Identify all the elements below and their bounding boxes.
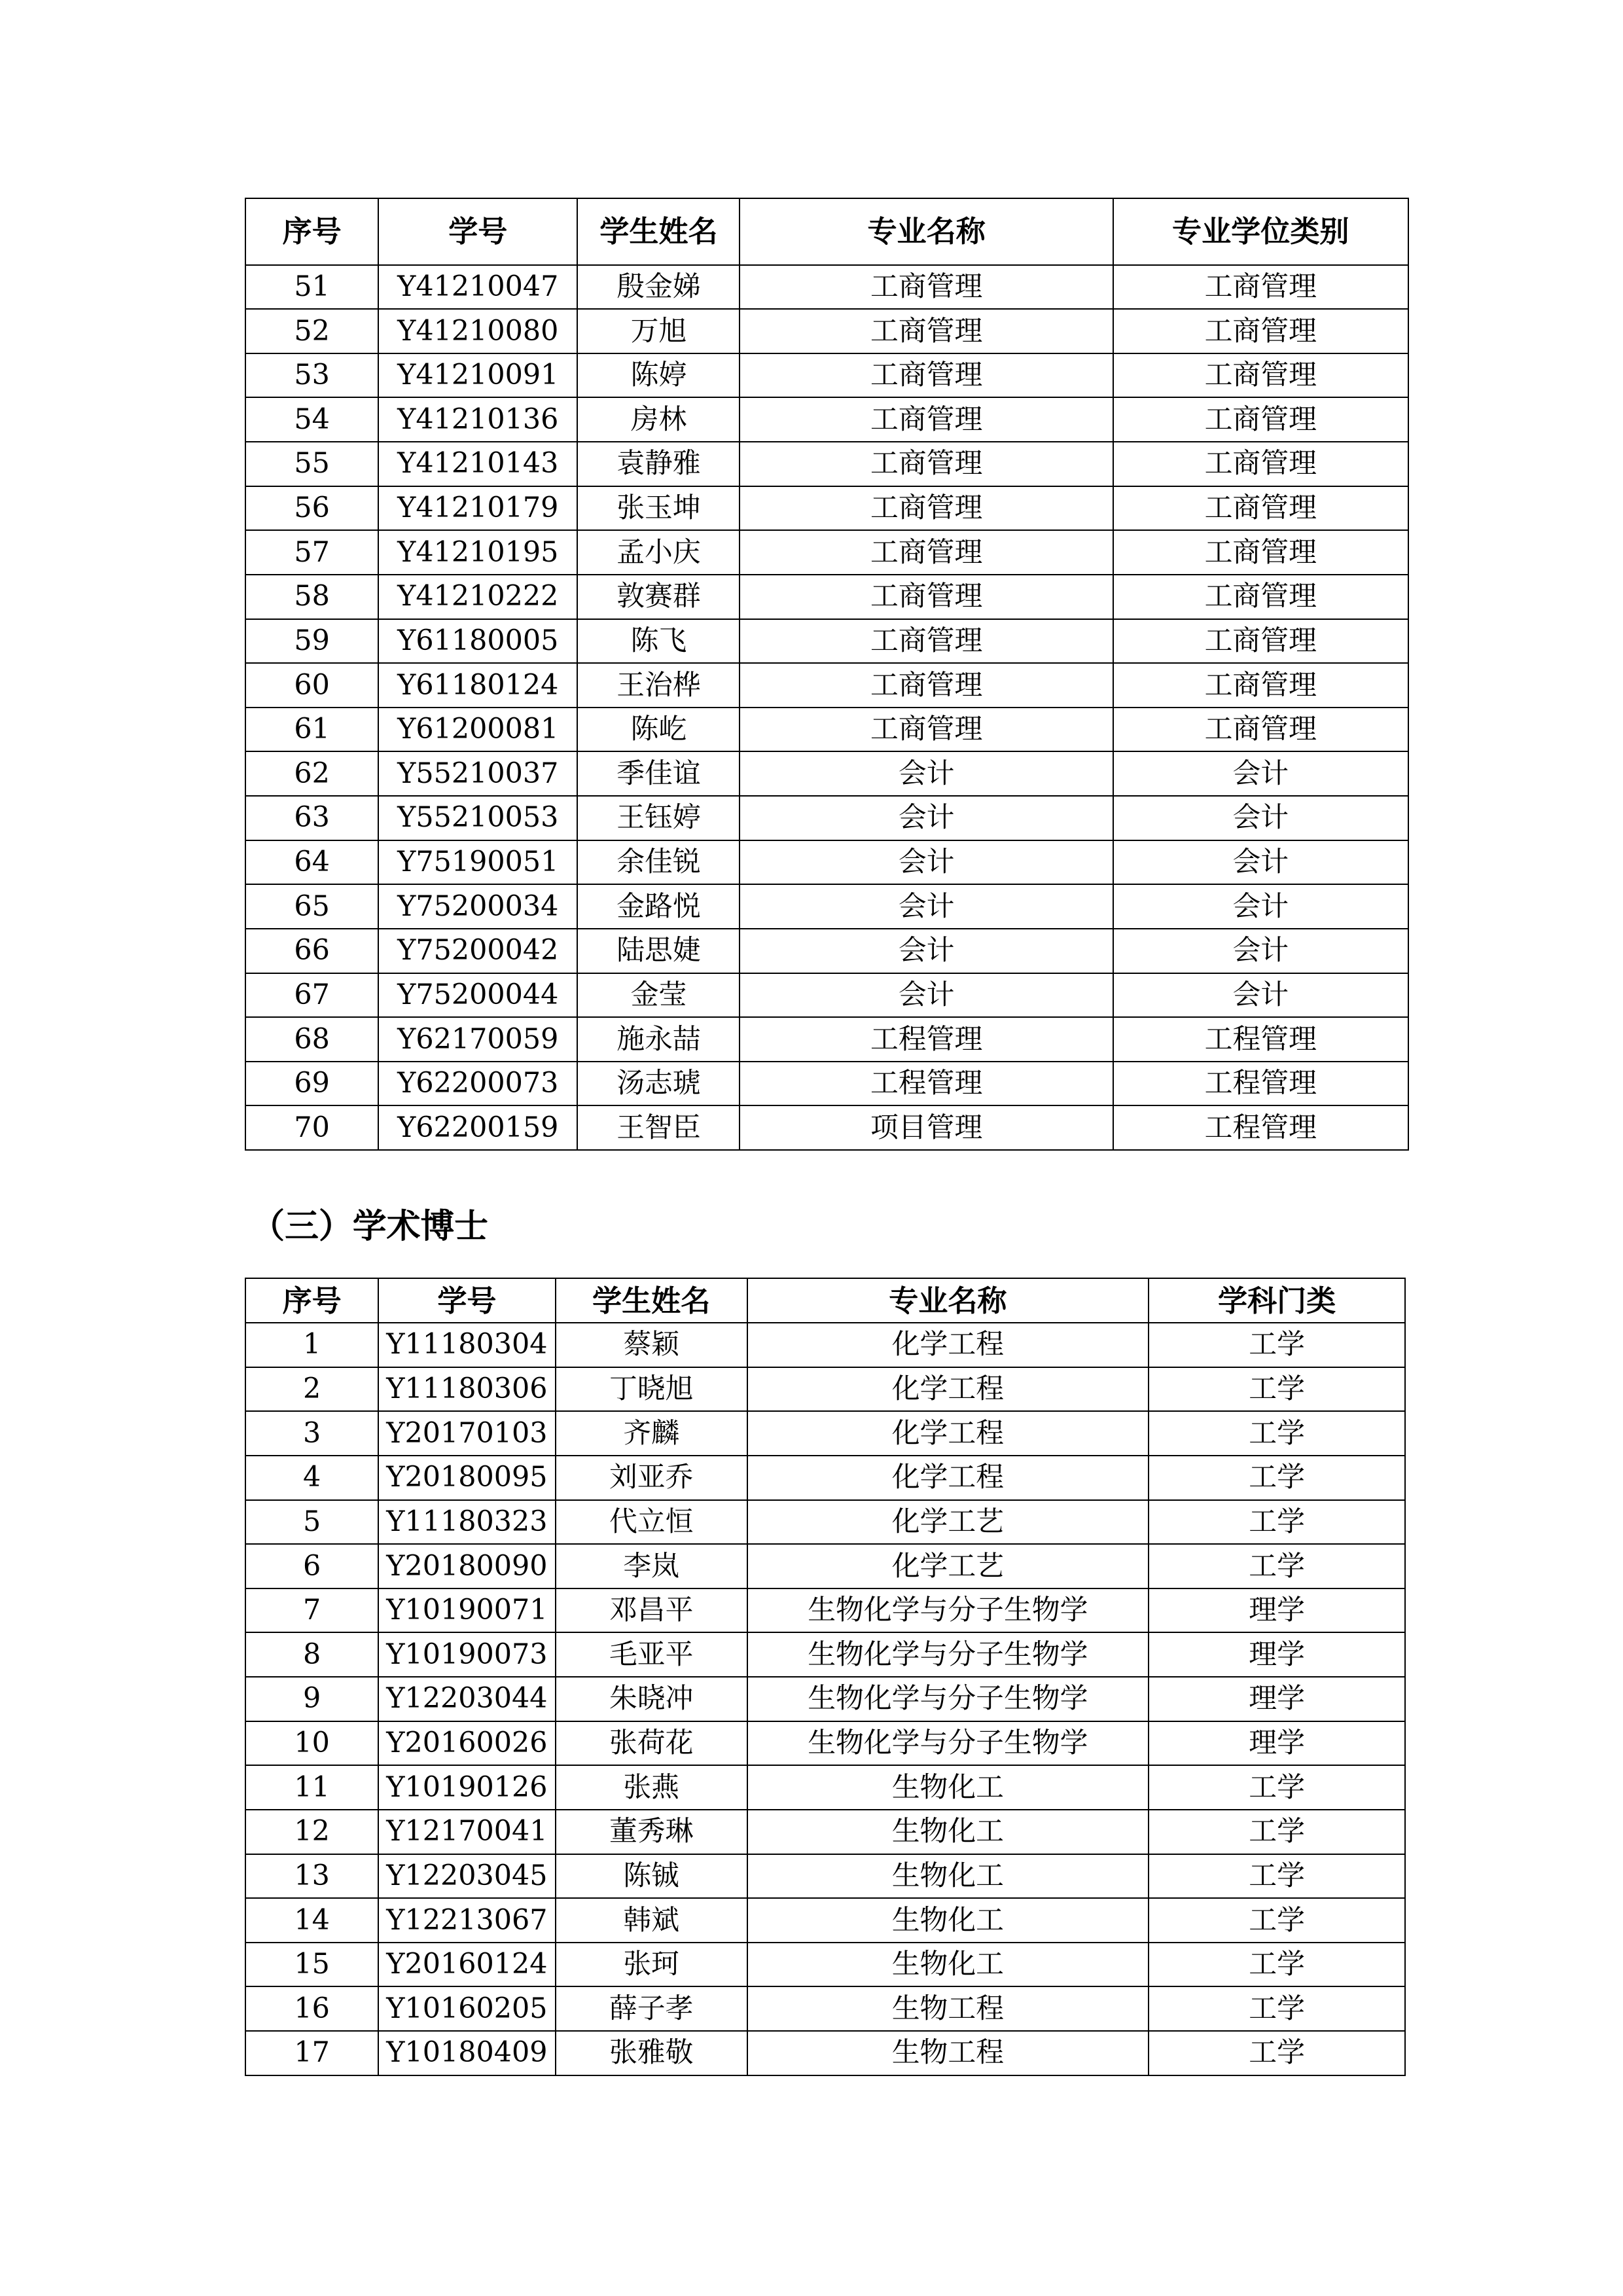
table-cell: Y61200081 (378, 708, 577, 752)
table-cell: 汤志琥 (577, 1062, 740, 1106)
header-cell: 序号 (245, 198, 378, 264)
table-cell: 工学 (1149, 1854, 1405, 1899)
table-cell: Y41210179 (378, 486, 577, 531)
table-cell: Y75190051 (378, 840, 577, 885)
table-cell: 工商管理 (740, 486, 1113, 531)
table-cell: Y10180409 (378, 2031, 556, 2075)
table-cell: 工商管理 (740, 708, 1113, 752)
table-cell: 14 (245, 1898, 378, 1943)
table-cell: 生物化工 (747, 1854, 1149, 1899)
table-cell: 余佳锐 (577, 840, 740, 885)
table-cell: 工商管理 (1113, 530, 1408, 575)
table-row (245, 1943, 1405, 1987)
table-cell: 会计 (740, 840, 1113, 885)
table-cell: Y10190071 (378, 1588, 556, 1633)
table-cell: 理学 (1149, 1721, 1405, 1766)
header-cell: 学号 (378, 198, 577, 264)
table-cell: 7 (245, 1588, 378, 1633)
table-cell: 69 (245, 1062, 378, 1106)
table-cell: 工商管理 (740, 265, 1113, 310)
table-cell: 生物化工 (747, 1810, 1149, 1854)
table-cell: 工程管理 (1113, 1062, 1408, 1106)
table-cell: Y41210136 (378, 397, 577, 442)
table-cell: 会计 (1113, 973, 1408, 1018)
table-cell: 化学工艺 (747, 1544, 1149, 1588)
table-cell: 理学 (1149, 1588, 1405, 1633)
table-cell: 施永喆 (577, 1017, 740, 1062)
table-cell: 2 (245, 1367, 378, 1412)
table-row (245, 1062, 1408, 1106)
table-cell: 54 (245, 397, 378, 442)
table-cell: 63 (245, 796, 378, 840)
table-cell: Y11180306 (378, 1367, 556, 1412)
table-header-row (245, 1278, 1405, 1323)
table-cell: 工商管理 (1113, 708, 1408, 752)
table-row (245, 1017, 1408, 1062)
table-cell: 56 (245, 486, 378, 531)
table-cell: 陆思婕 (577, 929, 740, 973)
table-cell: 化学工程 (747, 1456, 1149, 1500)
table-cell: 陈铖 (556, 1854, 747, 1899)
table-header-row (245, 198, 1408, 264)
table-cell: 齐麟 (556, 1411, 747, 1456)
table-cell: 70 (245, 1105, 378, 1150)
table-cell: 工商管理 (1113, 663, 1408, 708)
header-cell: 专业名称 (747, 1278, 1149, 1323)
table-cell: 工程管理 (740, 1017, 1113, 1062)
table-cell: Y61180124 (378, 663, 577, 708)
table-cell: 陈婷 (577, 353, 740, 398)
table-row (245, 397, 1408, 442)
header-cell: 学生姓名 (556, 1278, 747, 1323)
table-cell: 64 (245, 840, 378, 885)
table-cell: Y41210222 (378, 575, 577, 619)
table-cell: 张雅敬 (556, 2031, 747, 2075)
table-cell: 57 (245, 530, 378, 575)
table-cell: 工商管理 (1113, 309, 1408, 353)
table-cell: 韩斌 (556, 1898, 747, 1943)
table-cell: 会计 (740, 929, 1113, 973)
table-row (245, 530, 1408, 575)
table-cell: Y11180304 (378, 1323, 556, 1367)
table-cell: 工商管理 (1113, 486, 1408, 531)
table-row (245, 1105, 1408, 1150)
table-row (245, 1323, 1405, 1367)
table-cell: 刘亚乔 (556, 1456, 747, 1500)
table-row (245, 442, 1408, 486)
table-cell: 工商管理 (1113, 397, 1408, 442)
table-cell: 60 (245, 663, 378, 708)
table-cell: Y55210037 (378, 751, 577, 796)
table-cell: 工商管理 (740, 619, 1113, 664)
table-cell: 金莹 (577, 973, 740, 1018)
table-cell: 生物工程 (747, 2031, 1149, 2075)
table-cell: 会计 (740, 884, 1113, 929)
table-row (245, 751, 1408, 796)
table-cell: 工学 (1149, 1367, 1405, 1412)
table-row (245, 663, 1408, 708)
table-cell: 工程管理 (1113, 1017, 1408, 1062)
table-row (245, 1367, 1405, 1412)
table-cell: 生物化学与分子生物学 (747, 1588, 1149, 1633)
table-cell: 蔡颖 (556, 1323, 747, 1367)
table-cell: 工商管理 (1113, 619, 1408, 664)
header-cell: 学科门类 (1149, 1278, 1405, 1323)
table-cell: 会计 (1113, 751, 1408, 796)
table-cell: 15 (245, 1943, 378, 1987)
table-cell: Y20180090 (378, 1544, 556, 1588)
table-cell: 65 (245, 884, 378, 929)
table-row (245, 929, 1408, 973)
table-cell: 61 (245, 708, 378, 752)
table-row (245, 2031, 1405, 2075)
table-cell: Y62200159 (378, 1105, 577, 1150)
table-row (245, 1765, 1405, 1810)
table-row (245, 708, 1408, 752)
table-cell: 袁静雅 (577, 442, 740, 486)
table-cell: 毛亚平 (556, 1632, 747, 1677)
table-cell: 10 (245, 1721, 378, 1766)
table-cell: 王钰婷 (577, 796, 740, 840)
table-row (245, 1677, 1405, 1721)
table-cell: 化学工程 (747, 1323, 1149, 1367)
table-cell: 1 (245, 1323, 378, 1367)
table-cell: 工商管理 (1113, 442, 1408, 486)
table-cell: Y12170041 (378, 1810, 556, 1854)
table-cell: 工商管理 (740, 397, 1113, 442)
header-cell: 学生姓名 (577, 198, 740, 264)
table-row (245, 486, 1408, 531)
table-cell: Y75200034 (378, 884, 577, 929)
table-cell: 邓昌平 (556, 1588, 747, 1633)
table-cell: 张荷花 (556, 1721, 747, 1766)
table-cell: 生物化工 (747, 1765, 1149, 1810)
table-cell: 李岚 (556, 1544, 747, 1588)
table-row (245, 884, 1408, 929)
table-cell: 17 (245, 2031, 378, 2075)
table-cell: 工学 (1149, 1765, 1405, 1810)
table-row (245, 1411, 1405, 1456)
table-cell: Y12203045 (378, 1854, 556, 1899)
table-cell: Y41210080 (378, 309, 577, 353)
table-cell: 生物化学与分子生物学 (747, 1677, 1149, 1721)
table-row (245, 1721, 1405, 1766)
table-row (245, 1986, 1405, 2031)
table-cell: 55 (245, 442, 378, 486)
table-cell: 5 (245, 1500, 378, 1545)
table-row (245, 265, 1408, 310)
academic-doctorate-table (245, 1278, 1406, 2075)
table-cell: 68 (245, 1017, 378, 1062)
table-cell: Y62170059 (378, 1017, 577, 1062)
table-row (245, 1588, 1405, 1633)
table-row (245, 840, 1408, 885)
table-cell: 房林 (577, 397, 740, 442)
table-cell: 59 (245, 619, 378, 664)
table-cell: 62 (245, 751, 378, 796)
table-cell: Y41210091 (378, 353, 577, 398)
table-cell: 化学工程 (747, 1367, 1149, 1412)
table-cell: 孟小庆 (577, 530, 740, 575)
table-cell: Y10190073 (378, 1632, 556, 1677)
table-cell: 会计 (740, 973, 1113, 1018)
table-cell: 8 (245, 1632, 378, 1677)
table-cell: 薛子孝 (556, 1986, 747, 2031)
table-row (245, 575, 1408, 619)
table-cell: 陈屹 (577, 708, 740, 752)
table-cell: Y10160205 (378, 1986, 556, 2031)
header-cell: 专业名称 (740, 198, 1113, 264)
table-row (245, 353, 1408, 398)
table-row (245, 619, 1408, 664)
table-row (245, 1854, 1405, 1899)
table-cell: 会计 (1113, 929, 1408, 973)
table-cell: 工商管理 (740, 663, 1113, 708)
table-cell: 工学 (1149, 1986, 1405, 2031)
table-row (245, 973, 1408, 1018)
table-cell: 理学 (1149, 1677, 1405, 1721)
table-cell: Y41210047 (378, 265, 577, 310)
table-cell: 16 (245, 1986, 378, 2031)
table-cell: 4 (245, 1456, 378, 1500)
table-cell: Y20160124 (378, 1943, 556, 1987)
table-cell: 工学 (1149, 1456, 1405, 1500)
table-cell: 会计 (1113, 840, 1408, 885)
table-cell: 陈飞 (577, 619, 740, 664)
table-cell: 工商管理 (1113, 353, 1408, 398)
table-cell: 张玉坤 (577, 486, 740, 531)
table-cell: 9 (245, 1677, 378, 1721)
header-cell: 序号 (245, 1278, 378, 1323)
table-row (245, 1500, 1405, 1545)
table-cell: 51 (245, 265, 378, 310)
professional-degree-table (245, 198, 1408, 1151)
table-cell: 王智臣 (577, 1105, 740, 1150)
table-cell: Y75200044 (378, 973, 577, 1018)
table-cell: 会计 (1113, 796, 1408, 840)
table-cell: 理学 (1149, 1632, 1405, 1677)
table-cell: 工商管理 (1113, 575, 1408, 619)
table-cell: 工学 (1149, 2031, 1405, 2075)
table-cell: 工学 (1149, 1810, 1405, 1854)
table-body (245, 1323, 1405, 2075)
table-cell: 工学 (1149, 1898, 1405, 1943)
table-cell: 生物化学与分子生物学 (747, 1632, 1149, 1677)
header-cell: 学号 (378, 1278, 556, 1323)
table-cell: 工学 (1149, 1544, 1405, 1588)
table-cell: 生物化工 (747, 1898, 1149, 1943)
table-cell: Y55210053 (378, 796, 577, 840)
table-row (245, 1632, 1405, 1677)
table-cell: 工商管理 (740, 530, 1113, 575)
table-cell: Y62200073 (378, 1062, 577, 1106)
table-cell: 13 (245, 1854, 378, 1899)
table-cell: 11 (245, 1765, 378, 1810)
table-cell: 敦赛群 (577, 575, 740, 619)
table-cell: Y10190126 (378, 1765, 556, 1810)
table-row (245, 1810, 1405, 1854)
table-cell: 3 (245, 1411, 378, 1456)
table-cell: 会计 (740, 751, 1113, 796)
table-body (245, 265, 1408, 1151)
table-cell: 季佳谊 (577, 751, 740, 796)
table-row (245, 309, 1408, 353)
table-cell: 王治桦 (577, 663, 740, 708)
table-cell: Y75200042 (378, 929, 577, 973)
table-cell: Y61180005 (378, 619, 577, 664)
table-cell: 66 (245, 929, 378, 973)
table-cell: Y20170103 (378, 1411, 556, 1456)
table-cell: 工程管理 (740, 1062, 1113, 1106)
table-cell: 工程管理 (1113, 1105, 1408, 1150)
table-cell: 67 (245, 973, 378, 1018)
table-cell: 生物工程 (747, 1986, 1149, 2031)
table-row (245, 1544, 1405, 1588)
table-cell: Y12203044 (378, 1677, 556, 1721)
table-cell: 12 (245, 1810, 378, 1854)
table-cell: 工学 (1149, 1500, 1405, 1545)
table-cell: 化学工艺 (747, 1500, 1149, 1545)
section-heading: （三）学术博士 (251, 1206, 489, 1246)
table-cell: 6 (245, 1544, 378, 1588)
header-cell: 专业学位类别 (1113, 198, 1408, 264)
table-cell: 工商管理 (740, 442, 1113, 486)
table-cell: 张珂 (556, 1943, 747, 1987)
table-cell: 金路悦 (577, 884, 740, 929)
table-cell: 会计 (1113, 884, 1408, 929)
table-cell: 化学工程 (747, 1411, 1149, 1456)
table-cell: Y12213067 (378, 1898, 556, 1943)
table-cell: 生物化工 (747, 1943, 1149, 1987)
table-cell: 工商管理 (1113, 265, 1408, 310)
table-cell: Y11180323 (378, 1500, 556, 1545)
table-cell: 朱晓冲 (556, 1677, 747, 1721)
table-cell: 丁晓旭 (556, 1367, 747, 1412)
table-cell: 董秀琳 (556, 1810, 747, 1854)
table-cell: 52 (245, 309, 378, 353)
table-cell: Y20160026 (378, 1721, 556, 1766)
table-row (245, 796, 1408, 840)
table-cell: Y41210143 (378, 442, 577, 486)
table-cell: 万旭 (577, 309, 740, 353)
table-cell: 58 (245, 575, 378, 619)
table-cell: 张燕 (556, 1765, 747, 1810)
table-cell: 会计 (740, 796, 1113, 840)
table-cell: 代立恒 (556, 1500, 747, 1545)
table-cell: 生物化学与分子生物学 (747, 1721, 1149, 1766)
table-cell: 工商管理 (740, 575, 1113, 619)
table-cell: Y20180095 (378, 1456, 556, 1500)
table-cell: 工学 (1149, 1411, 1405, 1456)
table-cell: 项目管理 (740, 1105, 1113, 1150)
table-row (245, 1898, 1405, 1943)
table-cell: 殷金娣 (577, 265, 740, 310)
table-row (245, 1456, 1405, 1500)
table-cell: 53 (245, 353, 378, 398)
table-cell: 工学 (1149, 1943, 1405, 1987)
table-cell: 工学 (1149, 1323, 1405, 1367)
table-cell: 工商管理 (740, 353, 1113, 398)
table-cell: Y41210195 (378, 530, 577, 575)
table-cell: 工商管理 (740, 309, 1113, 353)
